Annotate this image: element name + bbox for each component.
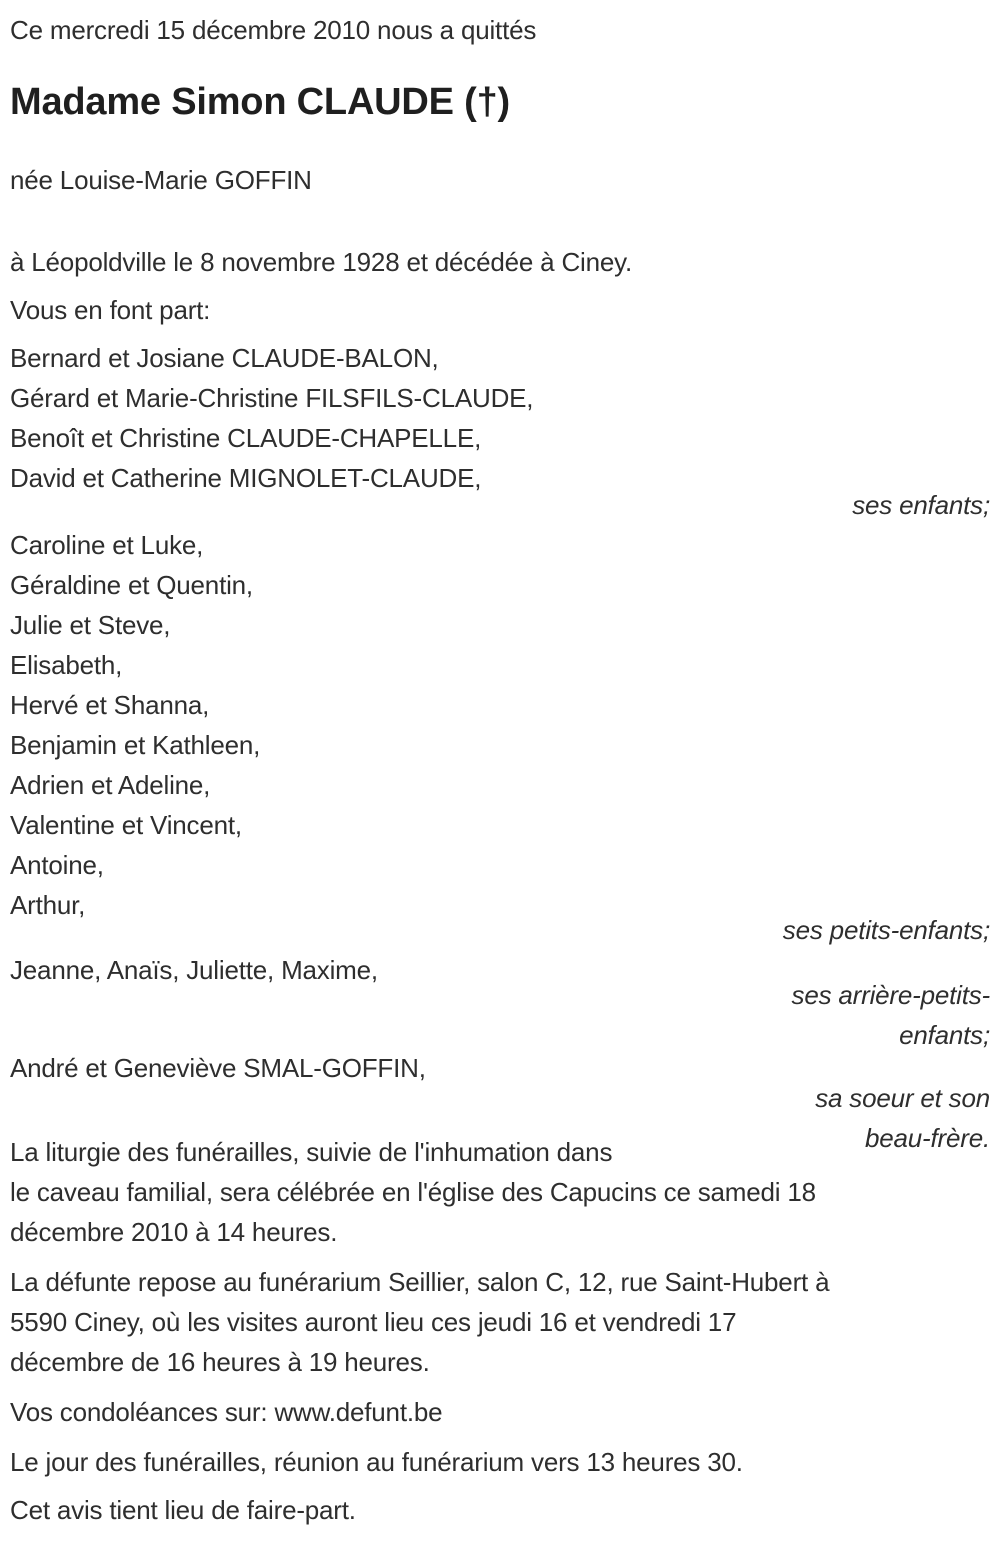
grandchild-line: Adrien et Adeline, [10, 770, 211, 800]
announcement-line: Vous en font part: [10, 295, 211, 325]
child-line: Bernard et Josiane CLAUDE-BALON, [10, 343, 439, 373]
condolences-url: www.defunt.be [274, 1397, 443, 1427]
relation-label-line: beau-frère. [865, 1123, 990, 1153]
intro-line: Ce mercredi 15 décembre 2010 nous a quittés [10, 15, 537, 45]
grandchild-line: Arthur, [10, 890, 86, 920]
great-grandchildren-line: Jeanne, Anaïs, Juliette, Maxime, [10, 955, 378, 985]
funeral-paragraph [10, 1132, 990, 1252]
birth-death-line: à Léopoldville le 8 novembre 1928 et décédée à Ciney. [10, 247, 633, 277]
funeral-paragraph-line: La liturgie des funérailles, suivie de l'inhumation dans [10, 1137, 613, 1167]
relation-label-line: ses arrière-petits- [791, 980, 990, 1010]
funeral-paragraph-line: le caveau familial, sera célébrée en l'église des Capucins ce samedi 18 [10, 1177, 816, 1207]
closing-line: Cet avis tient lieu de faire-part. [10, 1495, 356, 1525]
grandchild-line: Antoine, [10, 850, 104, 880]
children-list [10, 338, 990, 498]
relation-label-line: enfants; [899, 1020, 990, 1050]
grandchild-line: Valentine et Vincent, [10, 810, 242, 840]
repose-paragraph-line: décembre de 16 heures à 19 heures. [10, 1347, 430, 1377]
deceased-name-title: Madame Simon CLAUDE (†) [10, 81, 511, 123]
grandchild-line: Hervé et Shanna, [10, 690, 210, 720]
sibling-line: André et Geneviève SMAL-GOFFIN, [10, 1053, 426, 1083]
grandchild-line: Benjamin et Kathleen, [10, 730, 261, 760]
relation-label-line: sa soeur et son [815, 1083, 990, 1113]
condolences-text: Vos condoléances sur: [10, 1397, 275, 1427]
child-line: Gérard et Marie-Christine FILSFILS-CLAUDE, [10, 383, 534, 413]
repose-paragraph-line: La défunte repose au funérarium Seillier, salon C, 12, rue Saint-Hubert à [10, 1267, 830, 1297]
grandchild-line: Julie et Steve, [10, 610, 171, 640]
repose-paragraph [10, 1262, 990, 1382]
relation-label-grandchildren: ses petits-enfants; [782, 915, 990, 945]
child-line: David et Catherine MIGNOLET-CLAUDE, [10, 463, 482, 493]
child-line: Benoît et Christine CLAUDE-CHAPELLE, [10, 423, 482, 453]
grandchildren-list [10, 525, 990, 925]
relation-label-children: ses enfants; [852, 490, 990, 520]
grandchild-line: Géraldine et Quentin, [10, 570, 253, 600]
repose-paragraph-line: 5590 Ciney, où les visites auront lieu ces jeudi 16 et vendredi 17 [10, 1307, 737, 1337]
grandchild-line: Elisabeth, [10, 650, 123, 680]
funeral-paragraph-line: décembre 2010 à 14 heures. [10, 1217, 338, 1247]
maiden-name: née Louise-Marie GOFFIN [10, 165, 312, 195]
reunion-line: Le jour des funérailles, réunion au funérarium vers 13 heures 30. [10, 1447, 743, 1477]
condolences-line [10, 1392, 990, 1432]
grandchild-line: Caroline et Luke, [10, 530, 204, 560]
